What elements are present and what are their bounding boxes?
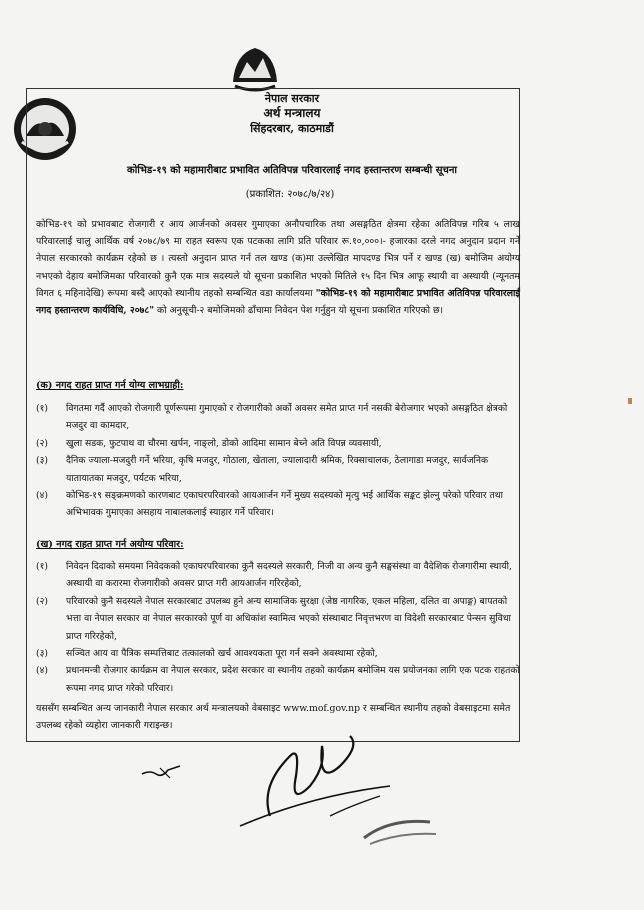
- closing-note: यससँग सम्बन्धित अन्य जानकारी नेपाल सरकार अर्थ मन्त्रालयको वेबसाइट www.mof.gov.np र सम्बन्धित स्थानीय तहको वेबसाइटमा समेत उपलब्ध रहेको व्यहोरा जानकारी गराइन्छ।: [36, 703, 511, 731]
- initial-mark: [140, 760, 184, 782]
- item-number: (१): [36, 403, 48, 414]
- item-text: सञ्चित आय वा पैत्रिक सम्पत्तिबाट तत्कालको खर्च आवश्यकता पूरा गर्न सक्ने अवस्थामा रहेको,: [66, 648, 378, 660]
- list-item: [36, 452, 522, 487]
- item-text: निवेदन दिदाको समयमा निवेदकको एकाघरपरिवारका कुनै सदस्यले सरकारी, निजी वा अन्य कुनै सङ्घसंस्था वा वैदेशिक रोजगारीमा स्थायी, अस्थायी वा करारमा रोजगारीको अवसर प्राप्त गरी आयआर्जन गरिरहेको,: [66, 561, 512, 590]
- list-item: [36, 662, 522, 697]
- list-item: [36, 487, 522, 522]
- item-text: कोभिड-१९ सङ्क्रमणको कारणबाट एकाघरपरिवारको आयआर्जन गर्ने मुख्य सदस्यको मृत्यु भई आर्थिक सङ्कट झेल्नु परेको परिवार तथा अभिभावक गुमाएका असहाय नाबालकलाई स्याहार गर्ने परिवार।: [66, 490, 504, 519]
- office-line-1: नेपाल सरकार: [264, 92, 320, 105]
- section-b-list: [36, 558, 522, 697]
- notice-title: कोभिड-१९ को महामारीबाट प्रभावित अतिविपन्न परिवारलाई नगद हस्तान्तरण सम्बन्धी सूचना: [127, 165, 457, 176]
- item-text: परिवारको कुनै सदस्यले नेपाल सरकारबाट उपलब्ध हुने अन्य सामाजिक सुरक्षा (जेष्ठ नागरिक, एकल महिला, दलित वा अपाङ्ग) बापतको भत्ता वा नेपाल सरकार वा नेपाल सरकारको पूर्ण वा अधिकांश स्वामित्व भएको संस्थाबाट निवृत्तभरण वा विदेशी सरकारबाट पेन्सन सुविधा प्राप्त गरिरहेको,: [66, 595, 511, 642]
- intro-text-2: को अनुसूची-२ बमोजिमको ढाँचामा निवेदन पेश गर्नुहुन यो सूचना प्रकाशित गरिएको छ।: [154, 305, 444, 317]
- list-item: [36, 558, 522, 593]
- item-text: दैनिक ज्याला-मजदुरी गर्ने भरिया, कृषि मजदुर, गोठाला, खेताला, ज्यालादारी श्रमिक, रिक्साचालक, ठेलागाडा मजदुर, सार्वजनिक यातायातका मजदुर, पर्यटक भरिया,: [66, 455, 489, 484]
- list-item: [36, 593, 522, 645]
- office-line-2: अर्थ मन्त्रालय: [263, 106, 321, 120]
- coat-of-arms-emblem: [225, 42, 285, 94]
- intro-procedure-name: "कोभिड-१९ को महामारीबाट प्रभावित अतिविपन्न परिवारलाई नगद हस्तान्तरण कार्यविधि, २०७८": [36, 287, 520, 317]
- intro-text-1: कोभिड-१९ को प्रभावबाट रोजगारी र आय आर्जनको अवसर गुमाएका अनौपचारिक तथा असङ्गठित क्षेत्रमा रहेका अतिविपन्न गरिब ५ लाख परिवारलाई चालु आर्थिक वर्ष २०७८/७९ मा राहत स्वरूप एक पटकका लागि प्रति परिवार रू.१०,०००।- हजारका दरले नगद अनुदान प्रदान गर्ने नेपाल सरकारको कार्यक्रम रहेको छ । त्यस्तो अनुदान प्राप्त गर्न तल खण्ड (क)मा उल्लेखित मापदण्ड भित्र पर्ने र खण्ड (ख) बमोजिम अयोग्य नभएको देहाय बमोजिमका परिवारको कुनै एक मात्र सदस्यले यो सूचना प्रकाशित भएको मितिले १५ दिन भित्र आफू स्थायी वा अस्थायी (न्यूनतम विगत ६ महिनादेखि) रूपमा बस्दै आएको स्थानीय तहको सम्बन्धित वडा कार्यालयमा: [36, 219, 520, 299]
- published-date: (प्रकाशित: २०७८/७/२४): [245, 189, 335, 200]
- item-number: (३): [36, 648, 48, 660]
- margin-mark: [628, 398, 632, 404]
- section-a-heading: (क) नगद राहत प्राप्त गर्न योग्य लाभग्राही:: [36, 380, 184, 391]
- item-text: खुला सडक, फुटपाथ वा चौरमा खर्पन, नाङ्लो, डोको आदिमा सामान बेच्ने अति विपन्न व्यवसायी,: [66, 437, 382, 449]
- item-text: विगतमा गर्दै आएको रोजगारी पूर्णरूपमा गुमाएको र रोजगारीको अर्को अवसर समेत प्राप्त गर्न नसकी बेरोजगार भएको असङ्गठित क्षेत्रको मजदुर वा कामदार,: [66, 403, 508, 432]
- item-number: (४): [36, 490, 48, 502]
- section-b-heading: (ख) नगद राहत प्राप्त गर्न अयोग्य परिवार:: [36, 539, 184, 550]
- section-a-list: [36, 400, 522, 522]
- item-number: (३): [36, 455, 48, 467]
- official-stamp-mark: [360, 808, 440, 852]
- item-number: (४): [36, 665, 48, 677]
- item-text: प्रधानमन्त्री रोजगार कार्यक्रम वा नेपाल सरकार, प्रदेश सरकार वा स्थानीय तहको कार्यक्रम बमोजिम यस प्रयोजनका लागि एक पटक राहतको रूपमा नगद प्राप्त गरेको परिवार।: [66, 665, 520, 694]
- item-number: (१): [36, 561, 48, 572]
- list-item: [36, 435, 522, 452]
- item-number: (२): [36, 595, 48, 607]
- list-item: [36, 400, 522, 435]
- office-line-3: सिंहदरबार, काठमाडौं: [250, 122, 334, 135]
- item-number: (२): [36, 437, 48, 449]
- intro-paragraph: [36, 216, 520, 319]
- list-item: [36, 645, 522, 662]
